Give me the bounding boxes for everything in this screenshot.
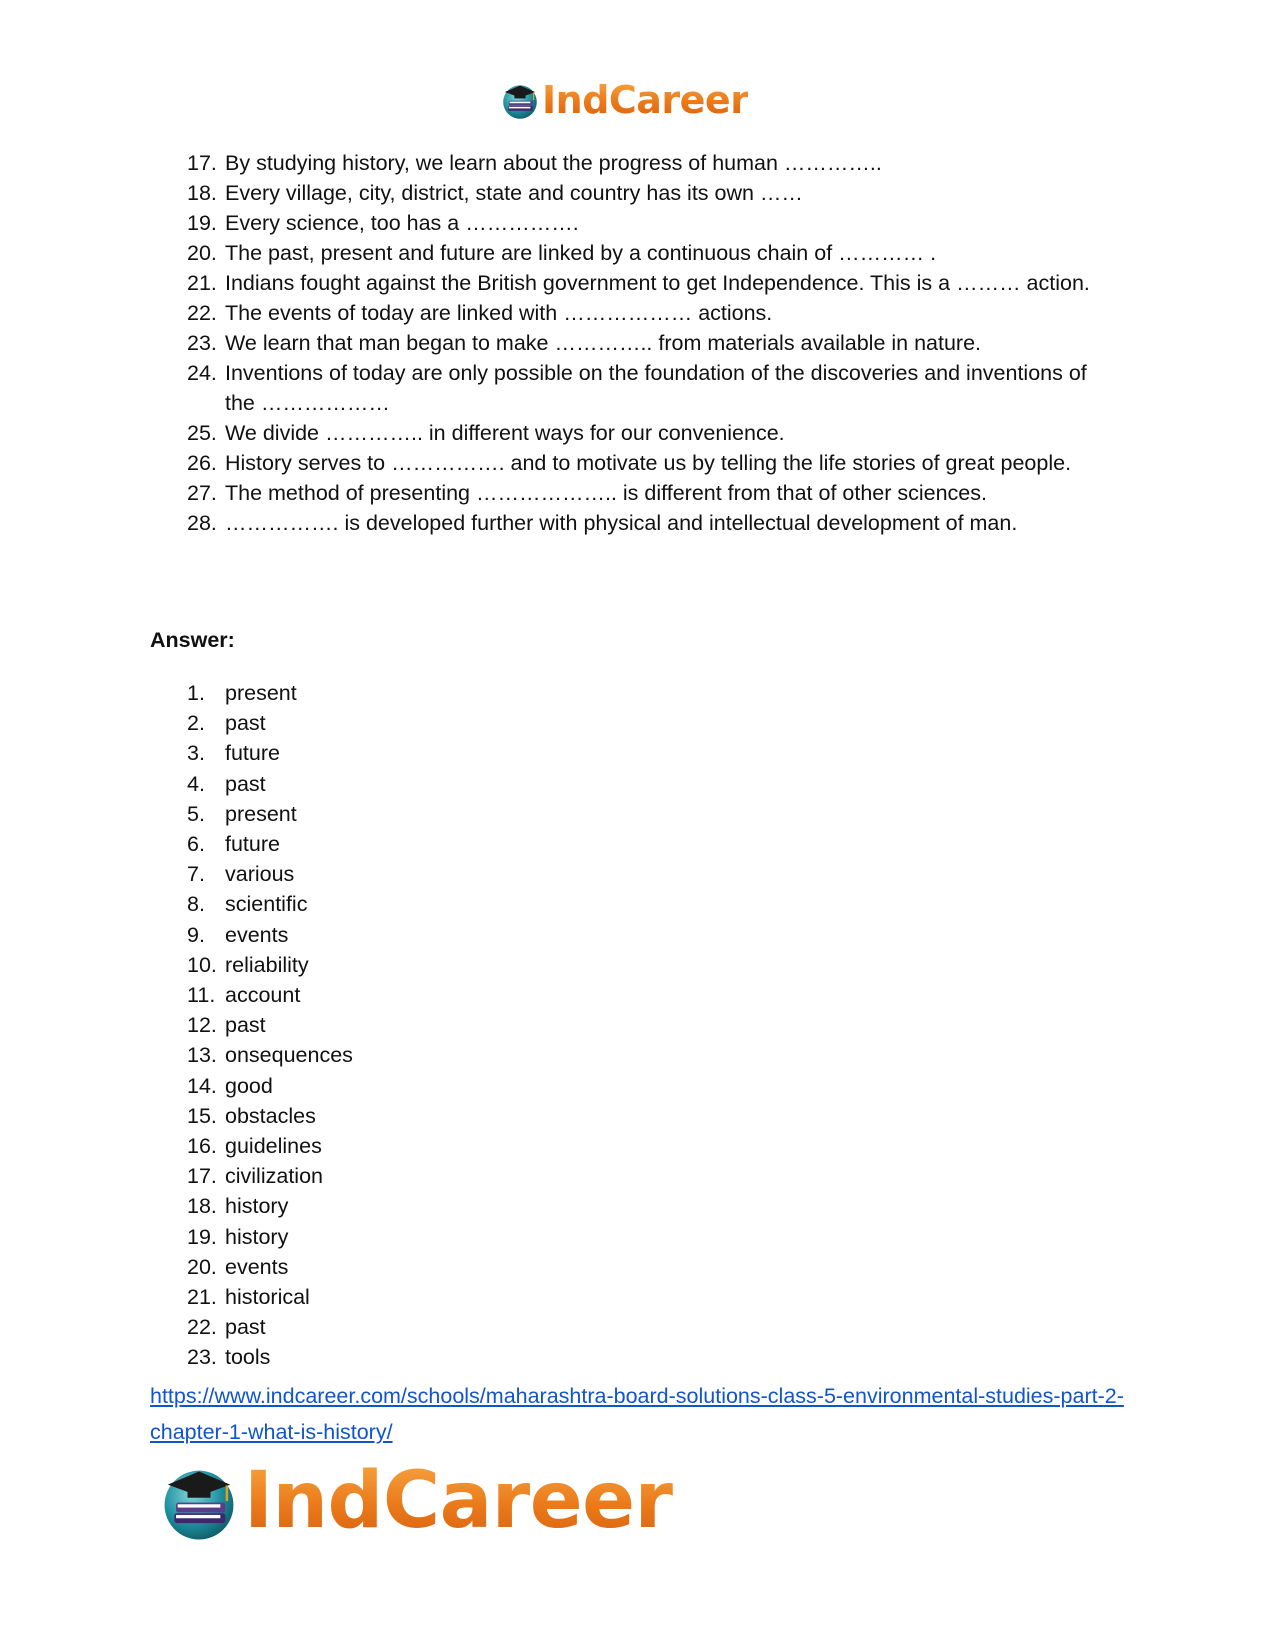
answer-item [187, 1101, 687, 1131]
answer-number: 19. [187, 1224, 217, 1249]
answer-item [187, 920, 687, 950]
answer-number: 4. [187, 771, 205, 796]
answer-text: past [225, 711, 266, 736]
question-item [187, 328, 1117, 358]
answer-item [187, 859, 687, 889]
answer-item [187, 1342, 687, 1372]
answer-text: events [225, 922, 289, 947]
question-item [187, 298, 1117, 328]
answer-number: 16. [187, 1134, 217, 1159]
question-text: By studying history, we learn about the progress of human ………….. [225, 151, 882, 175]
answer-text: scientific [225, 892, 308, 917]
answer-item [187, 1010, 687, 1040]
question-item [187, 358, 1117, 418]
graduation-cap-books-globe-icon [158, 1460, 240, 1542]
question-text: History serves to ……………. and to motivate us by telling the life stories of great people. [225, 451, 1072, 475]
answer-text: obstacles [225, 1103, 316, 1128]
questions-list [187, 148, 1117, 538]
answer-item [187, 1282, 687, 1312]
question-number: 27. [187, 481, 217, 505]
answer-number: 9. [187, 922, 205, 947]
answer-text: past [225, 1315, 266, 1340]
answer-text: onsequences [225, 1043, 353, 1068]
question-number: 25. [187, 421, 217, 445]
answer-item [187, 829, 687, 859]
answer-text: civilization [225, 1164, 323, 1189]
answer-text: past [225, 1013, 266, 1038]
answer-number: 2. [187, 711, 205, 736]
answer-text: good [225, 1073, 273, 1098]
answer-item [187, 1161, 687, 1191]
answers-list [187, 678, 687, 1373]
question-text: We learn that man began to make ………….. from materials available in nature. [225, 331, 982, 355]
answer-text: reliability [225, 952, 309, 977]
question-item [187, 268, 1117, 298]
graduation-cap-books-globe-icon [500, 80, 540, 120]
answer-item [187, 708, 687, 738]
answer-number: 7. [187, 862, 205, 887]
question-item [187, 478, 1117, 508]
answer-number: 22. [187, 1315, 217, 1340]
answer-number: 6. [187, 832, 205, 857]
answer-item [187, 1312, 687, 1342]
question-text: ……………. is developed further with physical and intellectual development of man. [225, 511, 1018, 535]
answer-item [187, 769, 687, 799]
answer-number: 11. [187, 983, 216, 1008]
question-item [187, 148, 1117, 178]
answer-number: 8. [187, 892, 205, 917]
answer-text: guidelines [225, 1134, 322, 1159]
answer-text: account [225, 983, 301, 1008]
answer-item [187, 1222, 687, 1252]
answer-text: future [225, 741, 280, 766]
question-text: Every science, too has a ……………. [225, 211, 579, 235]
answer-text: future [225, 832, 280, 857]
question-number: 22. [187, 301, 217, 325]
question-item [187, 238, 1117, 268]
answer-text: present [225, 681, 297, 705]
answer-text: events [225, 1254, 289, 1279]
question-text: Inventions of today are only possible on the foundation of the discoveries and inventions of the ……………… [225, 361, 1087, 415]
answer-text: history [225, 1194, 289, 1219]
question-item [187, 508, 1117, 538]
answer-item [187, 1131, 687, 1161]
question-text: We divide ………….. in different ways for our convenience. [225, 421, 785, 445]
header-logo [500, 80, 748, 120]
answer-number: 21. [187, 1285, 217, 1310]
answer-number: 12. [187, 1013, 217, 1038]
question-number: 17. [187, 151, 217, 175]
answer-item [187, 950, 687, 980]
answer-item [187, 799, 687, 829]
answer-text: history [225, 1224, 289, 1249]
question-number: 26. [187, 451, 217, 475]
answer-text: historical [225, 1285, 310, 1310]
answers-heading: Answer: [150, 628, 235, 652]
question-number: 28. [187, 511, 217, 535]
answer-number: 10. [187, 952, 217, 977]
answer-text: various [225, 862, 295, 887]
question-text: The events of today are linked with ……………… actions. [225, 301, 773, 325]
question-text: The method of presenting ……………….. is different from that of other sciences. [225, 481, 987, 505]
answer-item [187, 1071, 687, 1101]
answer-item [187, 678, 687, 708]
source-link[interactable]: https://www.indcareer.com/schools/maharashtra-board-solutions-class-5-environmental-studies-part-2-chapter-1-what-is-history/ [150, 1384, 1124, 1444]
answer-text: present [225, 801, 297, 826]
answer-text: tools [225, 1345, 271, 1370]
question-text: Every village, city, district, state and country has its own …… [225, 181, 803, 205]
logo-text: IndCareer [244, 1456, 673, 1546]
question-number: 20. [187, 241, 217, 265]
answer-number: 17. [187, 1164, 217, 1189]
answer-number: 20. [187, 1254, 217, 1279]
answer-number: 18. [187, 1194, 217, 1219]
answer-text: past [225, 771, 266, 796]
question-text: Indians fought against the British government to get Independence. This is a ……… action. [225, 271, 1090, 295]
answer-number: 13. [187, 1043, 217, 1068]
question-number: 24. [187, 361, 217, 385]
answer-item [187, 889, 687, 919]
question-item [187, 448, 1117, 478]
question-number: 18. [187, 181, 217, 205]
footer-logo [158, 1456, 673, 1546]
question-number: 19. [187, 211, 217, 235]
question-item [187, 418, 1117, 448]
question-number: 21. [187, 271, 217, 295]
answer-item [187, 1040, 687, 1070]
answer-number: 15. [187, 1103, 217, 1128]
question-text: The past, present and future are linked by a continuous chain of ………… . [225, 241, 937, 265]
answer-number: 5. [187, 801, 205, 826]
question-number: 23. [187, 331, 217, 355]
answer-item [187, 1252, 687, 1282]
answer-item [187, 1191, 687, 1221]
answer-number: 23. [187, 1345, 217, 1370]
answer-item [187, 980, 687, 1010]
answer-number: 1. [187, 681, 205, 705]
logo-text: IndCareer [542, 78, 749, 122]
answer-item [187, 738, 687, 768]
answer-number: 3. [187, 741, 205, 766]
question-item [187, 208, 1117, 238]
answer-number: 14. [187, 1073, 217, 1098]
question-item [187, 178, 1117, 208]
